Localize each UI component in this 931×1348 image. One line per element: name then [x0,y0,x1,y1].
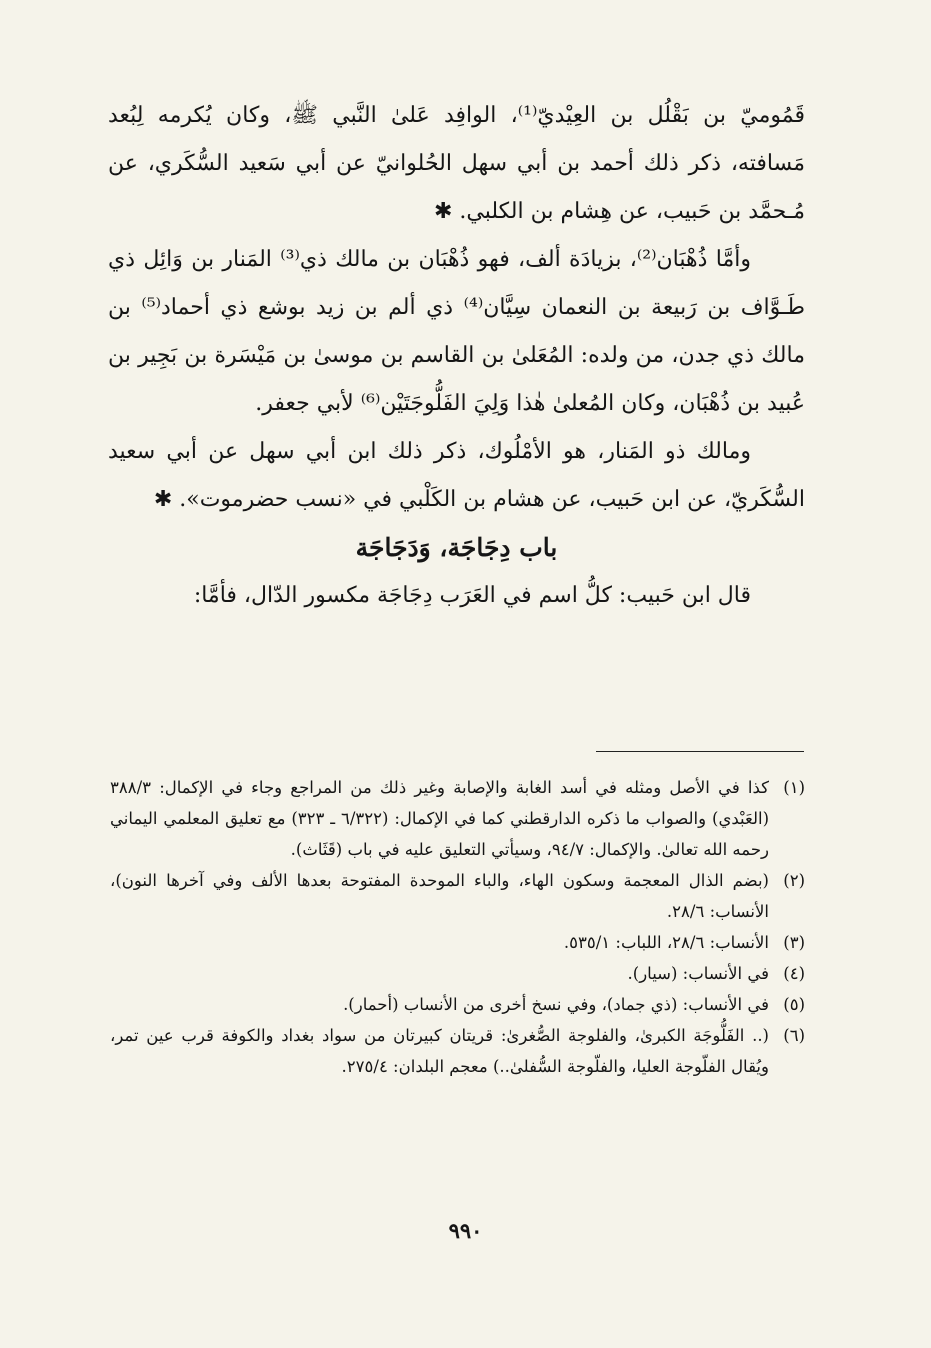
footnote-5 [110,989,805,1020]
footnote-separator [596,751,804,752]
footnote-6 [110,1020,805,1082]
section-intro: قال ابن حَبيب: كلُّ اسم في العَرَب دِجَاجَة مكسور الدّال، فأمَّا: [193,583,751,608]
footnote-text: في الأنساب: (سيار). [627,964,769,983]
footnote-number: (٣) [783,933,805,952]
footnote-1 [110,772,805,865]
paragraph-3: ومالك ذو المَنار، هو الأمْلُوك، ذكر ذلك ابن أبي سهل عن أبي سعيد السُّكَريّ، عن ابن حَبيب، عن هشام بن الكَلْبي في «نسب حضرموت». ✱ [108,439,805,512]
section-title: باب دِجَاجَة، وَدَجَاجَة [355,533,558,562]
footnote-number: (٦) [783,1026,805,1045]
paragraph-1: قَمُوميّ بن بَقْلُل بن العِيْديّ⁽¹⁾، الوافِد عَلىٰ النَّبي ﷺ، وكان يُكرمه لِبُعد مَسافته، ذكر ذلك أحمد بن أبي سهل الحُلوانيّ عن أبي سَعيد السُّكَري، عن مُـحمَّد بن حَبيب، عن هِشام بن الكلبي. ✱ [108,103,805,224]
footnote-text: (بضم الذال المعجمة وسكون الهاء، والباء الموحدة المفتوحة بعدها الألف وفي آخرها النون)، الأنساب: ٢٨/٦. [110,871,769,921]
footnotes [110,772,805,1082]
footnote-3 [110,927,805,958]
footnote-text: كذا في الأصل ومثله في أسد الغابة والإصابة وغير ذلك من المراجع وجاء في الإكمال: ٣٨٨/٣ (العَبْدي) والصواب ما ذكره الدارقطني كما في الإكمال: (٦/٣٢٢ ـ ٣٢٣) مع تعليق المعلمي اليماني رحمه الله تعالىٰ. والإكمال: ٩٤/٧، وسيأتي التعليق عليه في باب (قَثَاث). [110,778,770,859]
footnote-number: (٤) [783,964,805,983]
page-number: ٩٩٠ [448,1218,483,1243]
main-text [108,92,805,620]
footnote-number: (١) [783,778,805,797]
footnote-text: في الأنساب: (ذي جماد)، وفي نسخ أخرى من الأنساب (أحمار). [343,995,769,1014]
paragraph-2: وأمَّا ذُهْبَان⁽²⁾، بزيادَة ألف، فهو ذُهْبَان بن مالك ذي⁽³⁾ المَنار بن وَائِل ذي طَـوَّاف بن رَبيعة بن النعمان سِيَّان⁽⁴⁾ ذي ألم بن زيد بوشع ذي أحماد⁽⁵⁾ بن مالك ذي جدن، من ولده: المُعَلىٰ بن القاسم بن موسىٰ بن مَيْسَرة بن بَجِير بن عُبيد بن ذُهْبَان، وكان المُعلىٰ هٰذا وَلِيَ الفَلُّوجَتَيْن⁽⁶⁾ لأبي جعفر. [108,247,805,416]
footnote-text: الأنساب: ٢٨/٦، اللباب: ٥٣٥/١. [563,933,769,952]
footnote-2 [110,865,805,927]
footnote-text: (.. الفَلُّوجَة الكبرىٰ، والفلوجة الصُّغرىٰ: قريتان كبيرتان من سواد بغداد والكوفة قرب عين تمر، ويُقال الفلّوجة العليا، والفلّوجة السُّفلىٰ..) معجم البلدان: ٢٧٥/٤. [110,1026,769,1076]
footnote-number: (٥) [783,995,805,1014]
footnote-number: (٢) [783,871,805,890]
footnote-4 [110,958,805,989]
